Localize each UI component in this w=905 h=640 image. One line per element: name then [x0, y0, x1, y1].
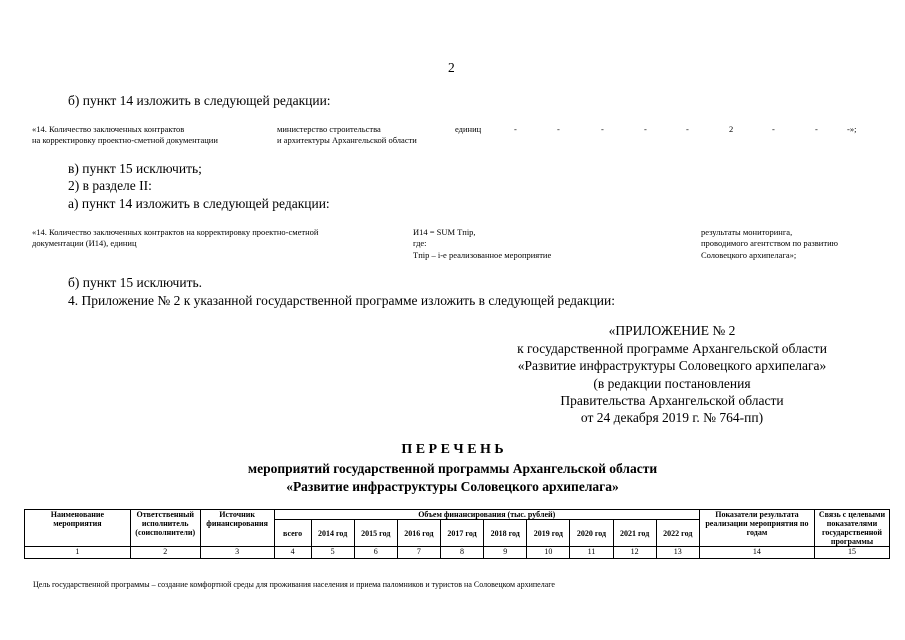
col-number: 4: [274, 547, 311, 559]
list-title: П Е Р Е Ч Е Н Ь: [401, 442, 504, 457]
col-number: 13: [656, 547, 699, 559]
header-year-2019: 2019 год: [527, 520, 570, 547]
col-number: 7: [397, 547, 440, 559]
list-subtitle-1: мероприятий государственной программы Архангельской области: [247, 461, 658, 476]
line-section2: 2) в разделе II:: [68, 178, 152, 193]
header-year-2014: 2014 год: [311, 520, 354, 547]
list-subtitle-2: «Развитие инфраструктуры Соловецкого архипелага»: [286, 479, 619, 494]
item14-value-8: -: [815, 124, 818, 134]
header-year-2022: 2022 год: [656, 520, 699, 547]
header-link-targets: Связь с целевыми показателями государственной программы: [814, 510, 889, 547]
line-b-item14: б) пункт 14 изложить в следующей редакции:: [68, 93, 331, 108]
measures-table-header: [24, 509, 890, 559]
item14-resp-line2: и архитектуры Архангельской области: [277, 135, 417, 145]
source-line2: проводимого агентством по развитию: [701, 238, 838, 248]
column-numbers-row: [25, 547, 890, 559]
item14-value-9: -»;: [847, 124, 857, 134]
header-result-indicators: Показатели результата реализации мероприятия по годам: [699, 510, 814, 547]
col-number: 5: [311, 547, 354, 559]
item14-value-6: 2: [729, 124, 734, 134]
appendix-line5: Правительства Архангельской области: [560, 393, 784, 408]
page-number: 2: [448, 60, 455, 75]
header-year-2015: 2015 год: [354, 520, 397, 547]
header-year-2017: 2017 год: [440, 520, 483, 547]
header-measure-name: Наименование мероприятия: [25, 510, 131, 547]
appendix-line2: к государственной программе Архангельской области: [517, 341, 827, 356]
item14-value-1: -: [514, 124, 517, 134]
formula-line3: Tпір – i-е реализованное мероприятие: [413, 250, 552, 260]
col-number: 6: [354, 547, 397, 559]
header-year-2021: 2021 год: [613, 520, 656, 547]
col-number: 3: [200, 547, 274, 559]
appendix-line3: «Развитие инфраструктуры Соловецкого архипелага»: [517, 358, 827, 373]
col-number: 8: [440, 547, 483, 559]
appendix-line6: от 24 декабря 2019 г. № 764-пп): [580, 410, 764, 425]
header-year-2016: 2016 год: [397, 520, 440, 547]
program-goal: Цель государственной программы – создание комфортной среды для проживания населения и приема паломников и туристов на Соловецком архипелаге: [33, 580, 555, 589]
source-line3: Соловецкого архипелага»;: [701, 250, 797, 260]
item14-value-4: -: [644, 124, 647, 134]
source-line1: результаты мониторинга,: [701, 227, 793, 237]
header-funding-source: Источник финансирования: [200, 510, 274, 547]
line-a-item14: а) пункт 14 изложить в следующей редакции:: [68, 196, 330, 211]
col-number: 10: [527, 547, 570, 559]
item14-value-5: -: [686, 124, 689, 134]
col-number: 9: [484, 547, 527, 559]
item14-value-7: -: [772, 124, 775, 134]
item14-resp-line1: министерство строительства: [277, 124, 381, 134]
line-v-item15: в) пункт 15 исключить;: [68, 161, 202, 176]
col-number: 11: [570, 547, 613, 559]
col-number: 1: [25, 547, 131, 559]
formula-line2: где:: [413, 238, 427, 248]
appendix-line4: (в редакции постановления: [593, 376, 751, 391]
col-number: 12: [613, 547, 656, 559]
item14-name-line2: на корректировку проектно-сметной документации: [32, 135, 218, 145]
col-number: 14: [699, 547, 814, 559]
header-total: всего: [274, 520, 311, 547]
line-b-item15: б) пункт 15 исключить.: [68, 275, 202, 290]
col-number: 15: [814, 547, 889, 559]
formula-name-line2: документации (И14), единиц: [32, 238, 137, 248]
header-year-2018: 2018 год: [484, 520, 527, 547]
formula-line1: И14 = SUM Tпір,: [413, 227, 476, 237]
formula-name-line1: «14. Количество заключенных контрактов на корректировку проектно-сметной: [32, 227, 319, 237]
col-number: 2: [130, 547, 200, 559]
item14-value-2: -: [557, 124, 560, 134]
header-funding-volume: Объем финансирования (тыс. рублей): [274, 510, 699, 520]
item14-name-line1: «14. Количество заключенных контрактов: [32, 124, 185, 134]
line-appendix2: 4. Приложение № 2 к указанной государственной программе изложить в следующей редакции:: [68, 293, 615, 308]
header-responsible: Ответственный исполнитель (соисполнители): [130, 510, 200, 547]
item14-value-3: -: [601, 124, 604, 134]
item14-unit: единиц: [455, 124, 482, 134]
appendix-line1: «ПРИЛОЖЕНИЕ № 2: [608, 323, 736, 338]
header-year-2020: 2020 год: [570, 520, 613, 547]
